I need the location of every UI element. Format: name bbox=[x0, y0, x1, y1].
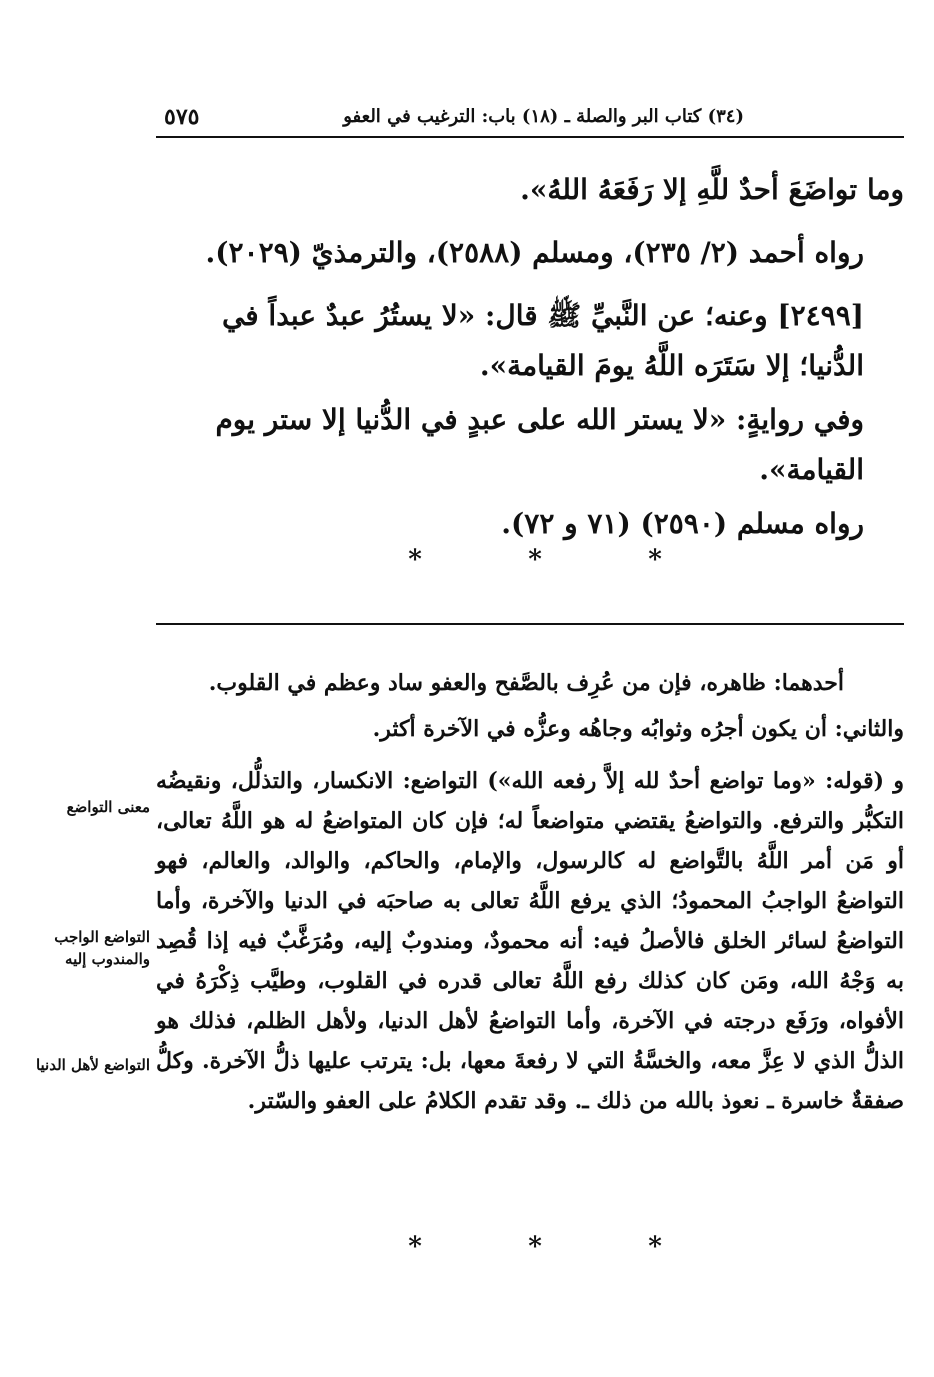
margin-note-humility-worldly: التواضع لأهل الدنيا bbox=[35, 1056, 150, 1074]
commentary-text bbox=[156, 663, 904, 1131]
hadith-variant: وفي روايةٍ: «لا يستر الله على عبدٍ في الدُّنيا إلا ستر يوم القيامة». bbox=[215, 403, 864, 486]
separator-star: * bbox=[528, 545, 542, 575]
separator-star: * bbox=[408, 1232, 422, 1262]
takhrij-first: رواه أحمد (٢/ ٢٣٥)، ومسلم (٢٥٨٨)، والترمذيّ (٢٠٢٩). bbox=[205, 236, 864, 269]
takhrij-second: رواه مسلم (٢٥٩٠) (٧١ و ٧٢). bbox=[501, 507, 864, 540]
commentary-paragraph-2: والثاني: أن يكون أجرُه وثوابُه وجاهُه وعزُّه في الآخرة أكثر. bbox=[372, 716, 904, 742]
separator-star: * bbox=[408, 545, 422, 575]
hadith-2499: [٢٤٩٩] وعنه؛ عن النَّبيِّ ﷺ قال: «لا يستُرُ عبدٌ عبداً في الدُّنيا؛ إلا سَتَرَه اللَّهُ يومَ القيامة». bbox=[221, 299, 864, 382]
commentary-paragraph-1: أحدهما: ظاهره، فإن من عُرِف بالصَّفح والعفو ساد وعظم في القلوب. bbox=[208, 670, 844, 696]
margin-note-obligatory-humility: التواضع الواجب والمندوب إليه bbox=[54, 928, 150, 968]
page-header bbox=[156, 100, 904, 138]
hadith-ending: وما تواضَعَ أحدٌ للَّهِ إلا رَفَعَهُ اللهُ». bbox=[520, 173, 904, 206]
margin-note-humility-meaning: معنى التواضع bbox=[66, 798, 150, 816]
separator-star: * bbox=[648, 545, 662, 575]
main-text bbox=[156, 165, 904, 562]
page-number: ٥٧٥ bbox=[164, 104, 200, 130]
separator-star: * bbox=[648, 1232, 662, 1262]
section-separator-top bbox=[400, 545, 670, 575]
commentary-paragraph-3: و (قوله: «وما تواضع أحدٌ لله إلاَّ رفعه الله») التواضع: الانكسار، والتذلُّل، ونقيضُه التكبُّر والترفع. والتواضعُ يقتضي متواضعاً له؛ فإن كان المتواضعُ له هو اللَّهُ تعالى، أو مَن أمر اللَّهُ بالتَّواضع له كالرسول، والإمام، والحاكم، والوالد، والعالم، فهو التواضعُ الواجبُ المحمودُ؛ الذي يرفع اللَّهُ تعالى به صاحبَه في الدنيا والآخرة، وأما التواضعُ لسائر الخلق فالأصلُ فيه: أنه محمودٌ، ومندوبٌ إليه، ومُرَغَّبٌ فيه إذا قُصِد به وَجْهُ الله، ومَن كان كذلك رفع اللَّهُ تعالى قدره في القلوب، وطيَّب ذِكْرَهُ في الأفواه، ورَفَع درجته في الآخرة، وأما التواضعُ لأهل الدنيا، ولأهل الظلم، فذلك هو الذلُّ الذي لا عِزَّ معه، والخسَّةُ التي لا رفعةَ معها، بل: يترتب عليها ذلُّ الآخرة. وكلُّ صفقةٌ خاسرة ـ نعوذ بالله من ذلك ـ. وقد تقدم الكلامُ على العفو والسّتر. bbox=[156, 768, 904, 1114]
section-separator-bottom bbox=[400, 1232, 670, 1262]
footnote-divider bbox=[156, 623, 904, 625]
separator-star: * bbox=[528, 1232, 542, 1262]
running-head: (٣٤) كتاب البر والصلة ـ (١٨) باب: الترغيب في العفو bbox=[343, 106, 744, 127]
